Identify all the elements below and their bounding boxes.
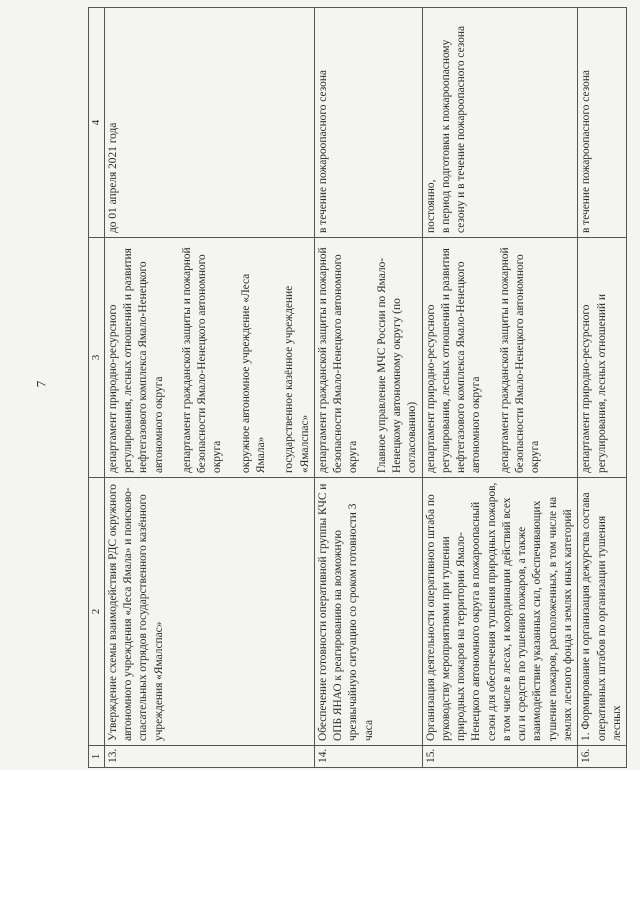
term-cell (422, 8, 578, 238)
table-row (104, 8, 314, 768)
blank-page-margin (0, 770, 640, 905)
action-cell: Утверждение схемы взаимодействия РДС окружного автономного учреждения «Леса Ямала» и поисково-спасательных отрядов государственного казённого учреждения «Ямалспас» (104, 478, 314, 746)
rotated-table-wrapper (88, 8, 623, 768)
action-cell: Обеспечение готовности оперативной группы КЧС и ОПБ ЯНАО к реагированию на возможную чрезвычайную ситуацию со сроком готовности 3 часа (314, 478, 422, 746)
term-cell: в течение пожароопасного сезона (578, 8, 627, 238)
executor-line: департамент гражданской защиты и пожарной безопасности Ямало-Ненецкого автономного округа (498, 247, 542, 473)
action-cell: Организация деятельности оперативного штаба по руководству мероприятиями при тушении природных пожаров на территории Ямало-Ненецкого автономного округа в пожароопасный сезон для обеспечения тушения природных пожаров, в том числе в лесах, и координации действий всех сил и средств по тушению пожаров, а также взаимодействие указанных сил, обеспечивающих тушение пожаров, расположенных, в том числе на землях лесного фонда и землях иных категорий (422, 478, 578, 746)
executor-cell (422, 238, 578, 478)
page-number: 7 (33, 380, 49, 388)
executor-line: окружное автономное учреждение «Леса Ямала» (239, 273, 267, 473)
executor-line: департамент природно-ресурсного регулирования, лесных отношений и развития нефтегазового комплекса Ямало-Ненецкого автономного округа (424, 248, 483, 473)
executor-line: департамент гражданской защиты и пожарной безопасности Ямало-Ненецкого автономного округа (316, 247, 360, 473)
table-row (314, 8, 422, 768)
term-line: постоянно, (424, 179, 437, 233)
row-number: 16. (578, 746, 627, 768)
header-cell: 3 (89, 238, 105, 478)
term-cell: в течение пожароопасного сезона (314, 8, 422, 238)
row-number: 14. (314, 746, 422, 768)
table-row (578, 8, 627, 768)
executor-line: департамент природно-ресурсного регулирования, лесных отношений и развития нефтегазового комплекса Ямало-Ненецкого автономного округа (106, 248, 165, 473)
row-number: 13. (104, 746, 314, 768)
table-row (422, 8, 578, 768)
executor-cell (104, 238, 314, 478)
term-cell: до 01 апреля 2021 года (104, 8, 314, 238)
executor-line: департамент гражданской защиты и пожарной безопасности Ямало-Ненецкого автономного округа (180, 247, 224, 473)
executor-cell (314, 238, 422, 478)
action-cell: 1. Формирование и организация дежурства состава оперативных штабов по организации тушения лесных (578, 478, 627, 746)
term-line: в период подготовки к пожароопасному сезону и в течение пожароопасного сезона (439, 25, 468, 233)
executor-line: государственное казённое учреждение «Ямалспас» (283, 285, 311, 473)
table-header-row (89, 8, 105, 768)
executor-line: Главное управление МЧС России по Ямало-Ненецкому автономному округу (по согласованию) (375, 257, 419, 473)
executor-cell (578, 238, 627, 478)
measures-table (88, 7, 627, 768)
row-number: 15. (422, 746, 578, 768)
header-cell: 2 (89, 478, 105, 746)
header-cell: 1 (89, 746, 105, 768)
executor-line: департамент природно-ресурсного регулирования, лесных отношений и (580, 294, 608, 473)
header-cell: 4 (89, 8, 105, 238)
